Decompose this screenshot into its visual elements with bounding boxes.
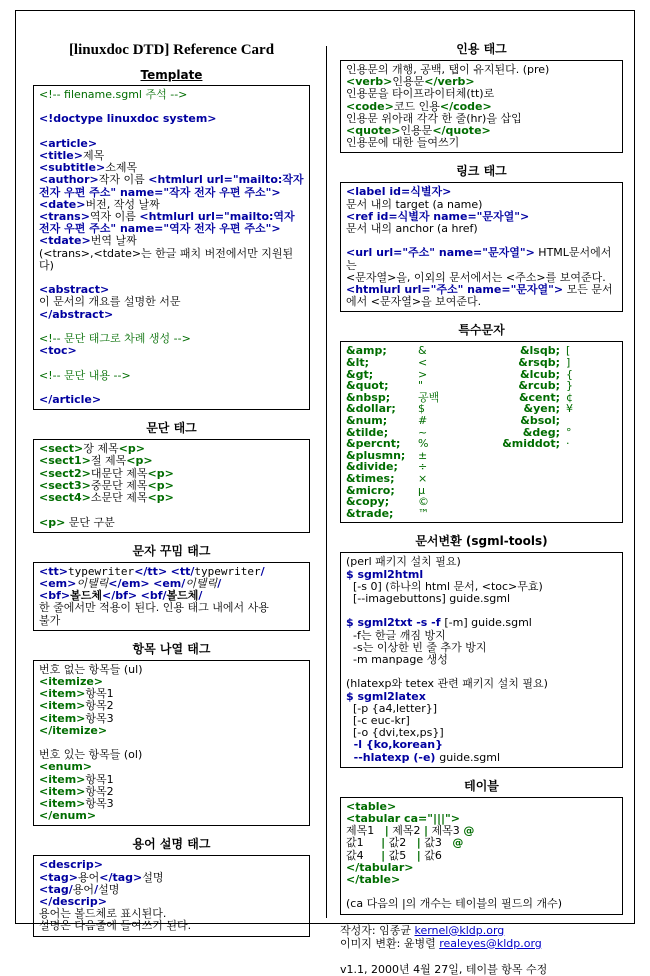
entity-name: &bsol; [520,414,560,428]
sgml-tag: <p> [39,515,66,529]
sgml-tag: | [381,836,386,850]
entity-glyph: ™ [418,506,429,520]
text: 인용문의 개행, 공백, 탭이 유지된다. (pre) [346,63,550,76]
text: 인용문 [400,124,433,138]
sgml-tag: / [94,882,99,896]
sgml-tag: <p> [147,466,174,480]
text: 번역 날짜 [90,234,137,248]
entity-name: &gt; [346,367,374,381]
section-header-list-tags: 항목 나열 태그 [132,641,211,656]
text: 작성자: 임종균 [340,923,415,937]
section-box-doc-conversion [340,552,623,767]
entity-name: &dollar; [346,402,396,416]
code-line [39,920,304,932]
sgml-tag: <tt> [39,564,68,578]
sgml-tag: <htmlurl url="mailto:작자 전자 우편 주소" name="작자 전자 우편 주소"> [39,173,308,199]
code-line [39,370,304,382]
text: 값3 [420,836,453,850]
entity-glyph [566,508,617,520]
text: 항목3 [85,796,114,810]
text: 설명 [142,870,164,884]
sgml-tag: <item> [39,699,86,713]
section-header-link-tags: 링크 태그 [456,164,507,179]
code-line [39,725,304,737]
sgml-tag: </itemize> [39,723,108,737]
text: [-s 0] (하나의 html 문서, <toc>무효) [346,579,543,593]
entity-name: &tilde; [346,425,389,439]
entity-name: &divide; [346,460,398,474]
text: typewriter [194,564,261,578]
text: 설명 [98,882,120,896]
text: 값6 [420,848,442,862]
entity-glyph: } [566,379,573,393]
sgml-tag: <p> [147,478,174,492]
text: 값1 [346,836,382,850]
entity-name: &quot; [346,379,389,393]
text: 항목1 [85,687,114,701]
entity-glyph [566,496,617,508]
sgml-tag: <p> [118,442,145,456]
entity-name: &lcub; [520,367,560,381]
sgml-tag: </article> [39,393,102,407]
code-line [39,248,304,272]
code-line [346,247,617,271]
entity-glyph: $ [418,402,425,416]
sgml-tag: | [424,824,429,838]
section-box-description-tags [33,855,310,936]
sgml-tag: </table> [346,873,401,887]
text: 이탤릭 [185,576,218,590]
text: 볼드체 [70,589,102,603]
entity-name [484,473,566,485]
left-column [33,38,310,937]
sgml-tag: <item> [39,784,86,798]
entity-name [484,450,566,462]
sgml-tag: -l {ko,korean} [346,738,443,752]
text: [-p {a4,letter}] [346,701,438,715]
entity-name: &rsqb; [518,356,560,370]
section-header-special-chars: 특수문자 [458,323,505,338]
sgml-tag: </code> [439,99,492,113]
sgml-tag: <tag/ [39,882,73,896]
section-box-section-tags [33,439,310,532]
entity-name [484,485,566,497]
entity-name: &yen; [523,402,560,416]
entity-name [484,496,566,508]
entity-name: &trade; [346,506,394,520]
footer [340,924,623,976]
text: 용어 [72,882,95,896]
sgml-tag: <item> [39,711,86,725]
sgml-tag: <htmlurl url="mailto:역자 전자 우편 주소" name="역자 전자 우편 주소"> [39,210,299,236]
code-line [346,874,617,886]
text: 절 제목 [90,454,127,468]
text: 소문단 제목 [90,491,148,505]
sgml-tag: <ref id=식별자 name="문자열"> [346,209,530,223]
text: 항목2 [85,784,114,798]
text: HTML문서에서는 [346,246,612,272]
code-line [39,394,304,406]
text: 소제목 [105,161,138,175]
entity-name: &rcub; [518,379,560,393]
code-line [340,937,623,950]
code-line [39,173,308,199]
text: -s는 이상한 빈 줄 추가 방지 [346,640,487,654]
text: 문서 내의 target (a name) [346,197,483,211]
entity-glyph [566,415,617,427]
sgml-tag: | [384,824,389,838]
entity-glyph: < [418,356,428,370]
code-line [39,810,304,822]
page-title: [linuxdoc DTD] Reference Card [68,42,275,58]
sgml-tag: <author> [39,173,99,187]
sgml-comment: <!-- 문단 내용 --> [39,368,131,382]
column-divider [326,46,327,918]
text: 용어 [78,870,100,884]
text: 문서 내의 anchor (a href) [346,222,478,236]
email-link[interactable]: kernel@kldp.org [414,923,505,937]
entity-name: &cent; [518,390,560,404]
code-line [340,950,623,963]
entity-glyph: [ [566,344,571,358]
section-header-quote-tags: 인용 태그 [456,42,507,56]
sgml-tag: <enum> [39,760,93,774]
section-box-quote-tags [340,60,623,153]
sgml-comment: <!-- filename.sgml 주석 --> [39,88,188,101]
section-header-char-decoration-tags: 문자 꾸밈 태그 [132,543,211,558]
sgml-tag: <article> [39,136,98,150]
code-line [39,602,304,614]
entity-name: &lsqb; [519,344,560,358]
code-line [39,492,304,504]
sgml-tag: <sect4> [39,491,91,505]
right-column [340,40,623,976]
text: 불가 [39,613,61,627]
sgml-tag: <date> [39,197,86,211]
text: <문자열>을, 이외의 문서에서는 <주소>를 보여준다. [346,270,606,284]
sgml-tag: | [381,848,386,862]
code-line [39,89,304,101]
text: 항목2 [85,699,114,713]
sgml-tag: <item> [39,796,86,810]
entity-glyph: × [418,471,428,485]
text: 이 문서의 개요를 설명한 서문 [39,295,181,309]
entity-name: &lt; [346,356,370,370]
entity-glyph: { [566,367,573,381]
text: (<trans>,<tdate>는 한글 패치 버전에서만 지원된다) [39,246,294,272]
sgml-tag: </enum> [39,809,97,823]
section-header-template: Template [140,68,203,82]
text: 문단 구분 [65,515,115,529]
sgml-tag: --hlatexp (-e) [346,750,440,764]
entity-name [484,461,566,473]
code-line [39,333,304,345]
code-line [39,517,304,529]
entity-name: &micro; [346,483,395,497]
code-line [39,113,304,125]
text: 용어는 볼드체로 표시된다. [39,907,167,921]
sgml-tag: <!doctype linuxdoc system> [39,112,217,126]
text: 인용문 [392,75,425,89]
sgml-tag: <toc> [39,344,77,358]
entity-glyph [566,450,617,462]
text: 한 줄에서만 적용이 된다. 인용 태그 내에서 사용 [39,601,269,615]
sgml-tag: <verb> [346,75,393,89]
text: 설명은 다음줄에 들여쓰기 된다. [39,919,192,933]
text: 대문단 제목 [90,466,148,480]
text: 작자 이름 [98,173,149,187]
code-line [346,223,617,235]
section-header-description-tags: 용어 설명 태그 [132,837,211,852]
sgml-tag: </descrip> [39,894,107,908]
text: 이미지 변환: 윤병렬 [340,936,440,950]
text: (perl 패키지 설치 필요) [346,555,461,569]
text: 인용문에 대한 들여쓰기 [346,136,460,150]
entity-name: &middot; [502,437,560,451]
sgml-tag: <item> [39,687,86,701]
text: 값5 [385,848,417,862]
entity-name: &percnt; [346,437,401,451]
sgml-tag: <bf/ [140,589,167,603]
code-line [346,137,617,149]
left-sections [33,68,310,937]
text: 제목 [82,149,105,163]
text: [-c euc-kr] [346,714,410,727]
text: 볼드체 [166,589,199,603]
sgml-tag: | [416,836,421,850]
code-line [346,654,617,666]
text: 항목1 [85,772,114,786]
section-header-doc-conversion: 문서변환 (sgml-tools) [415,534,548,549]
section-header-table-tags: 테이블 [464,778,499,793]
text: 코드 인용 [393,99,440,113]
entity-glyph [566,485,617,497]
entity-name: &deg; [522,425,560,439]
entity-glyph: " [418,379,424,393]
sgml-tag: | [416,848,421,862]
sgml-tag: <sect> [39,442,84,456]
text: 역자 이름 [89,210,140,224]
entity-glyph: ¢ [566,390,573,404]
text: -m manpage 생성 [346,652,448,666]
entity-glyph: © [418,495,429,509]
code-line [346,296,617,308]
code-line [39,211,304,235]
sgml-tag: <htmlurl url="주소" name="문자열"> [346,283,564,297]
sgml-tag: <label id=식별자> [346,185,452,199]
entity-name: &copy; [346,495,390,509]
sgml-tag: <em/ [153,576,186,590]
sgml-tag: <bf> [39,589,71,603]
sgml-tag: <em> [39,576,77,590]
text: guide.sgml [439,750,501,764]
sgml-tag: <quote> [346,124,401,138]
sgml-tag: </abstract> [39,307,114,321]
sgml-tag: </tabular> [346,860,414,874]
entity-name: &nbsp; [346,390,391,404]
sgml-tag: <subtitle> [39,161,106,175]
sgml-tag: </verb> [424,75,475,89]
sgml-tag: <url url="주소" name="문자열"> [346,246,535,260]
entity-glyph: ¥ [566,402,573,416]
text: [-o {dvi,tex,ps}] [346,726,444,740]
code-line [39,309,304,321]
text: (ca 다음의 |의 개수는 테이블의 필드의 개수) [346,897,563,911]
text: 모든 문서 [563,283,613,297]
text: 번호 있는 항목들 (ol) [39,748,143,762]
code-line [39,615,304,627]
section-box-table-tags [340,797,623,915]
section-box-template [33,85,310,410]
entity-glyph: # [418,414,428,428]
entity-glyph [566,461,617,473]
text: 에서 <문자열>을 보여준다. [346,295,482,309]
entity-glyph [566,473,617,485]
entity-glyph: ~ [418,425,428,439]
text: 번호 없는 항목들 (ul) [39,662,143,676]
sgml-tag: </bf> [101,589,138,603]
sgml-tag: / [260,564,265,578]
text: -f는 한글 깨짐 방지 [346,628,446,642]
sgml-tag: <code> [346,99,394,113]
sgml-tag: <tt/ [170,564,195,578]
text: typewriter [67,564,135,578]
text: [-m] guide.sgml [444,616,532,630]
text: 제목1 [346,824,385,838]
text: 인용문 위아래 각각 한 줄(hr)을 삽입 [346,111,522,125]
section-header-section-tags: 문단 태그 [146,421,197,436]
text: [--imagebuttons] guide.sgml [346,591,511,605]
sgml-tag: @ [463,824,475,838]
entity-glyph: · [566,437,570,451]
text: 이탤릭 [76,576,109,590]
code-line [346,752,617,764]
special-chars-table [346,345,617,519]
entity-name: &num; [346,414,388,428]
text: 인용문을 타이프라이터체(tt)로 [346,87,495,101]
text: v1.1, 2000년 4월 27일, 테이블 항목 수정 [340,962,548,976]
sgml-tag: / [217,576,222,590]
entity-glyph: ± [418,448,428,462]
sgml-tag: </tt> [134,564,168,578]
code-line [346,898,617,910]
text: 제목2 [388,824,425,838]
entity-name: &amp; [346,344,387,358]
sgml-tag: <title> [39,149,83,163]
sgml-tag: <table> [346,799,397,813]
code-line [346,593,617,605]
sgml-tag: <p> [126,454,153,468]
sgml-tag: <item> [39,772,86,786]
sgml-tag: / [198,589,203,603]
text: 중문단 제목 [90,478,148,492]
sgml-tag: <sect2> [39,466,91,480]
sgml-comment: <!-- 문단 태그로 차례 생성 --> [39,332,191,346]
sgml-tag: <sect1> [39,454,91,468]
entity-glyph: 공백 [418,390,440,404]
section-box-special-chars [340,341,623,523]
sgml-tag: <tag> [39,870,78,884]
entity-glyph: ] [566,356,571,370]
text: 값2 [385,836,417,850]
sgml-tag: <tdate> [39,234,91,248]
sgml-tag: <sect3> [39,478,91,492]
sgml-tag: </quote> [432,124,491,138]
text: 항목3 [85,711,114,725]
entity-name: &plusmn; [346,448,406,462]
sgml-tag: </tag> [99,870,143,884]
sgml-tag: <trans> [39,210,90,224]
text: 제목3 [428,824,464,838]
entity-glyph: ÷ [418,460,428,474]
sgml-tag: <abstract> [39,283,110,297]
entity-name: &times; [346,471,395,485]
entity-glyph: ° [566,425,572,439]
entity-glyph: & [418,344,427,358]
entity-glyph: % [418,437,429,451]
right-sections [340,40,623,915]
sgml-tag: <itemize> [39,674,104,688]
section-box-list-tags [33,660,310,827]
text: 값4 [346,848,382,862]
sgml-tag: <p> [147,491,174,505]
section-box-link-tags [340,182,623,312]
sgml-tag: </em> [108,576,150,590]
entity-name [484,508,566,520]
sgml-tag: <descrip> [39,858,103,872]
sgml-tag: $ sgml2latex [346,689,426,703]
entity-glyph: µ [418,483,425,497]
email-link[interactable]: realeyes@kldp.org [439,936,542,950]
code-line [340,963,623,976]
sgml-tag: @ [452,836,464,850]
text: 버전, 작성 날짜 [85,197,160,211]
sgml-tag: <tabular ca="|||"> [346,812,460,826]
code-line [340,924,623,937]
text: 장 제목 [83,442,119,456]
section-box-char-decoration-tags [33,562,310,631]
entity-glyph: > [418,367,428,381]
sgml-tag: $ sgml2html [346,567,424,581]
text: (hlatexp와 tetex 관련 패키지 설치 필요) [346,677,548,691]
sgml-tag: $ sgml2txt -s -f [346,616,445,630]
code-line [39,345,304,357]
